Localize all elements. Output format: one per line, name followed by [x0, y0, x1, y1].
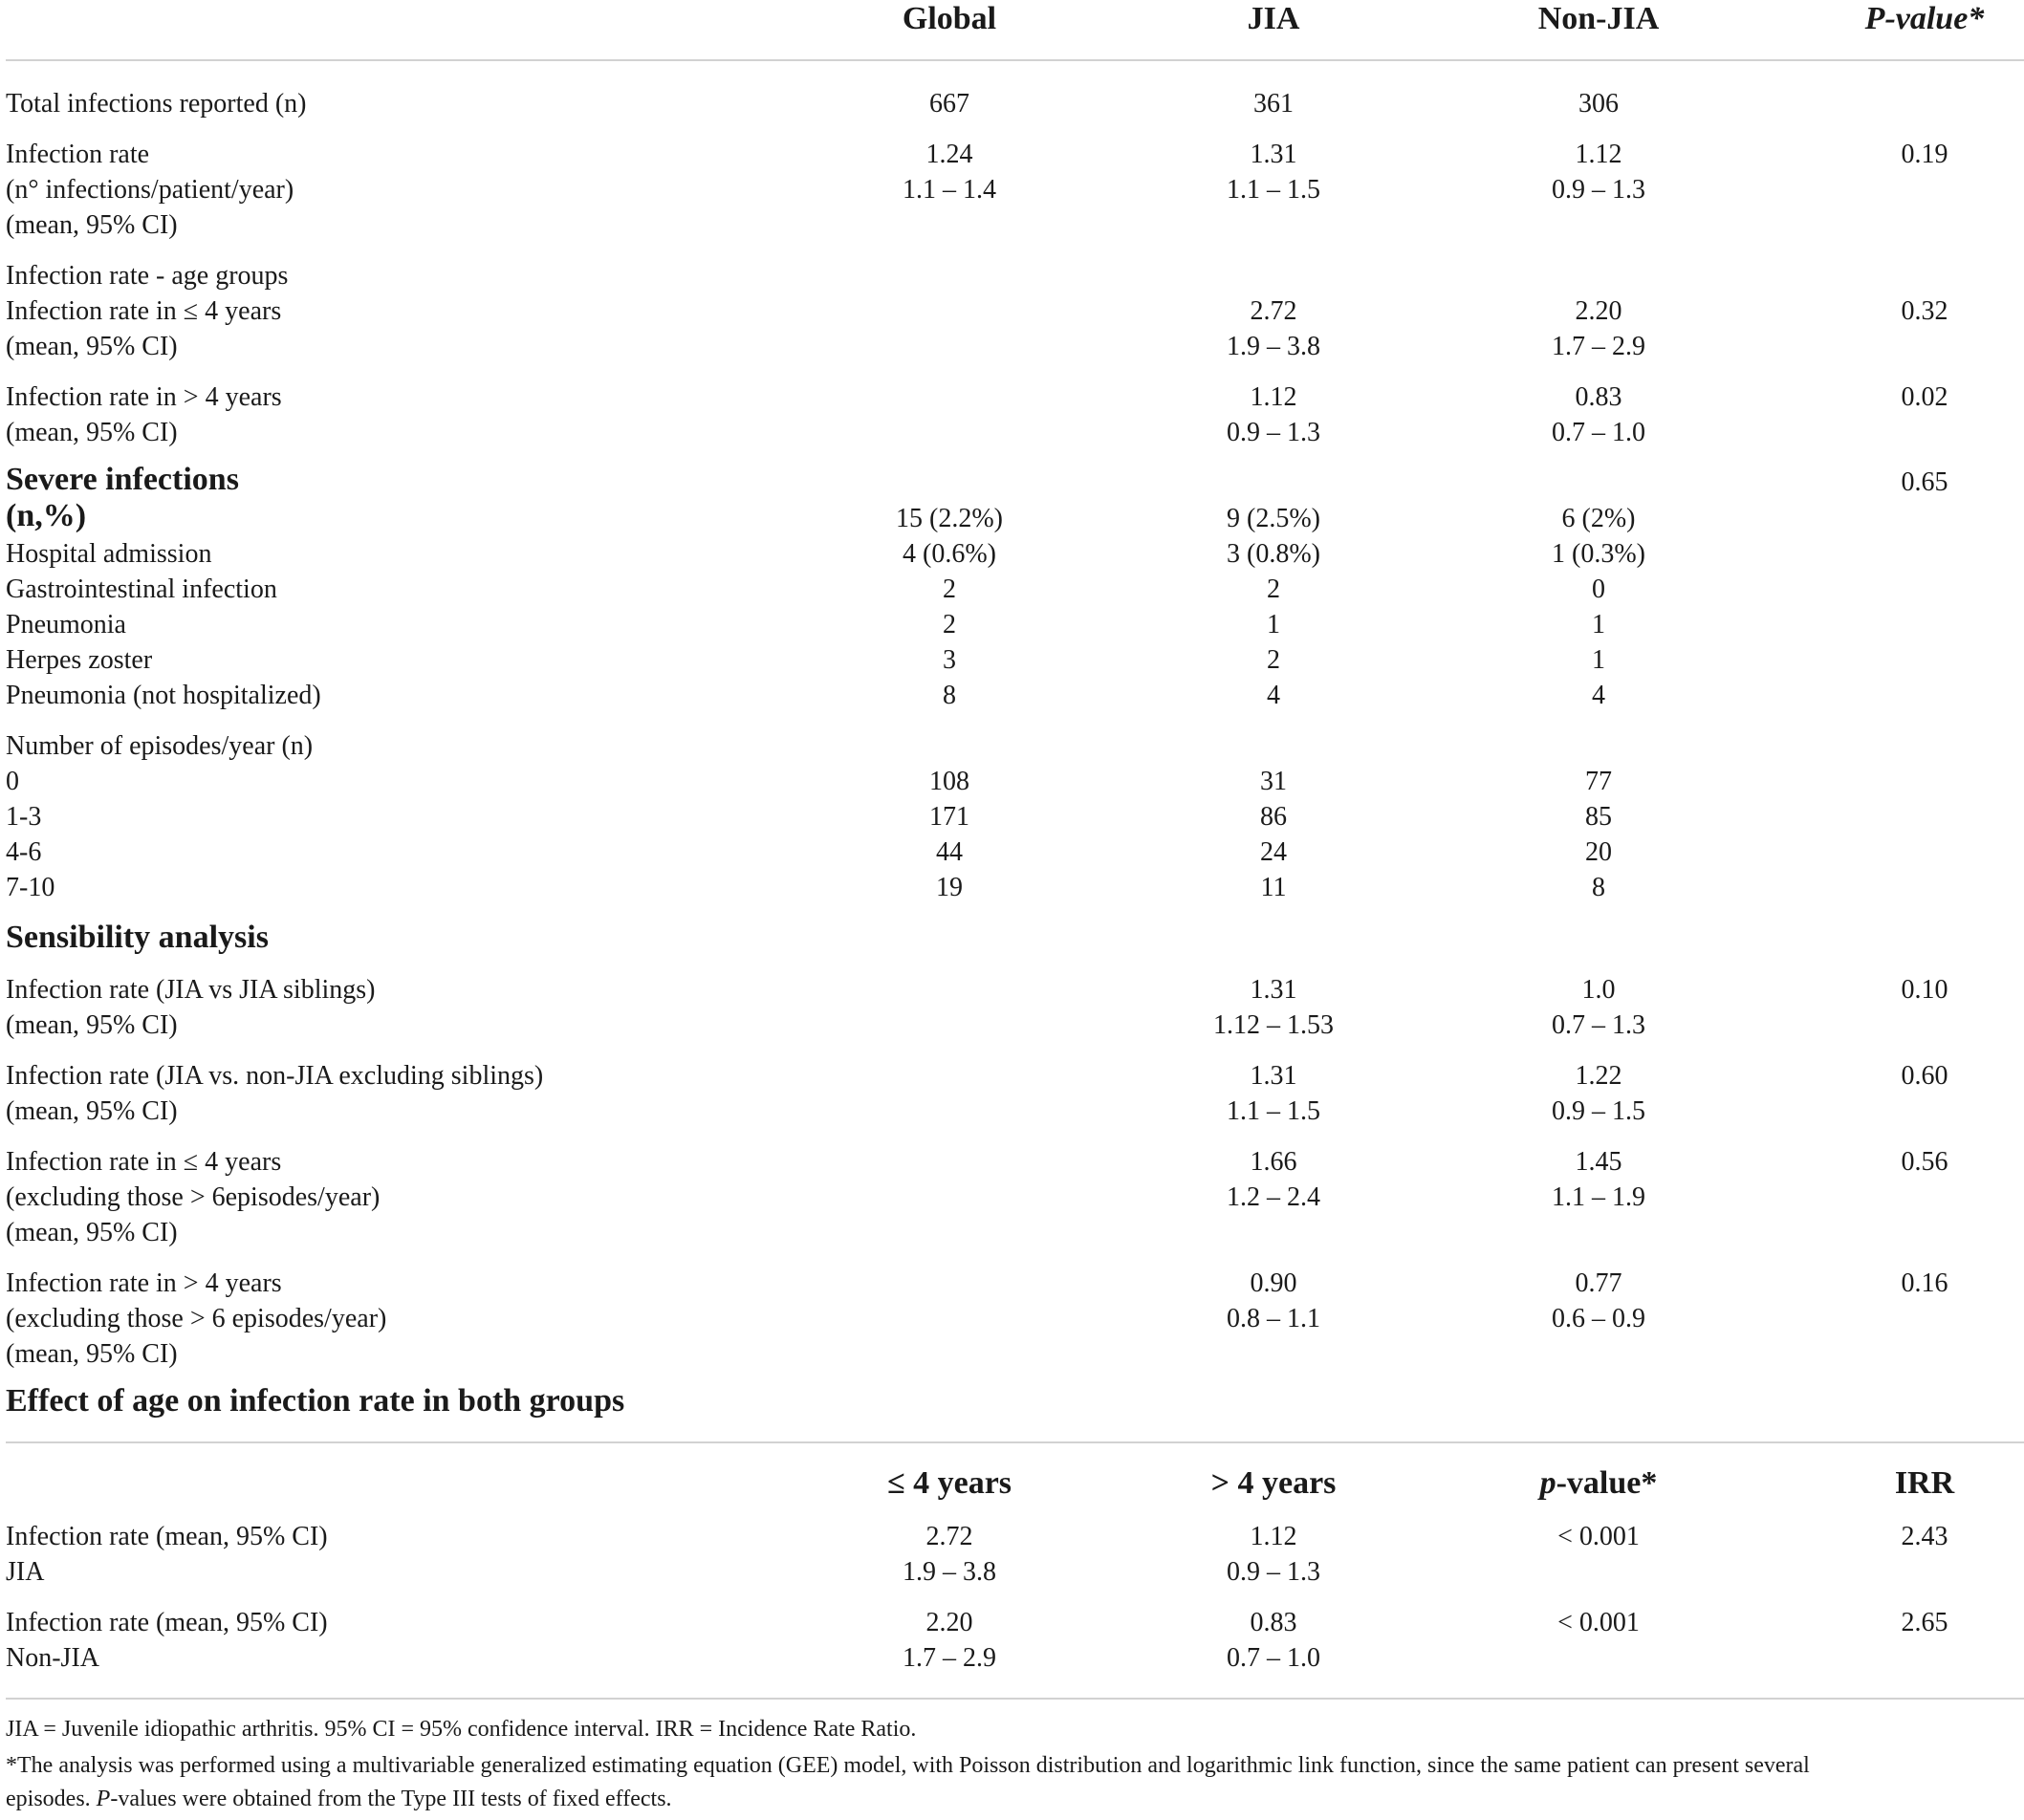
cell: 1.31 [1250, 1061, 1297, 1091]
row-label: Gastrointestinal infection [6, 574, 277, 604]
cell: 0.65 [1901, 467, 1948, 497]
cell: < 0.001 [1557, 1608, 1640, 1637]
cell: 1.0 [1581, 975, 1616, 1005]
row-label: (mean, 95% CI) [6, 1339, 178, 1369]
row-label: Hospital admission [6, 539, 212, 569]
cell: 0.19 [1901, 140, 1948, 169]
cell: 77 [1585, 767, 1612, 796]
cell: 1.22 [1575, 1061, 1622, 1091]
cell: 0.83 [1250, 1608, 1297, 1637]
cell: 171 [929, 802, 969, 832]
cell: 1.2 – 2.4 [1227, 1182, 1320, 1212]
section-title: Sensibility analysis [6, 920, 269, 955]
cell: 8 [943, 681, 956, 710]
cell: 4 (0.6%) [903, 539, 996, 569]
cell: 2.72 [1250, 296, 1297, 326]
cell: 0.9 – 1.3 [1552, 175, 1645, 205]
row-label: Pneumonia [6, 610, 126, 639]
cell: 0.6 – 0.9 [1552, 1304, 1645, 1333]
row-label: (n° infections/patient/year) [6, 175, 294, 205]
p-prefix: p [1539, 1465, 1556, 1501]
cell: 1.31 [1250, 140, 1297, 169]
cell: 1.9 – 3.8 [1227, 332, 1320, 361]
cell: 1.12 [1575, 140, 1622, 169]
cell: 1.12 – 1.53 [1213, 1010, 1334, 1040]
cell: 1.1 – 1.5 [1227, 175, 1320, 205]
cell: 0.02 [1901, 382, 1948, 412]
row-label: Pneumonia (not hospitalized) [6, 681, 321, 710]
row-label: Infection rate in ≤ 4 years [6, 296, 282, 326]
row-label: (mean, 95% CI) [6, 210, 178, 240]
row-label: Infection rate (mean, 95% CI) [6, 1522, 328, 1551]
p-suffix: -value* [1556, 1465, 1658, 1501]
row-label: (mean, 95% CI) [6, 332, 178, 361]
cell: 1.1 – 1.5 [1227, 1096, 1320, 1126]
cell: 1.12 [1250, 1522, 1297, 1551]
cell: 3 (0.8%) [1227, 539, 1320, 569]
row-label: (mean, 95% CI) [6, 1096, 178, 1126]
footnote-abbreviations: JIA = Juvenile idiopathic arthritis. 95% CI = 95% confidence interval. IRR = Incidence Rate Ratio. [6, 1717, 917, 1742]
section-title: Effect of age on infection rate in both groups [6, 1383, 625, 1419]
cell: 0.7 – 1.0 [1227, 1643, 1320, 1673]
col-header-jia: JIA [1247, 1, 1300, 36]
cell: 1 [1592, 610, 1605, 639]
cell: 0.7 – 1.3 [1552, 1010, 1645, 1040]
cell: 0.90 [1250, 1268, 1297, 1298]
cell: 15 (2.2%) [896, 504, 1003, 533]
cell: 0.32 [1901, 296, 1948, 326]
cell: 8 [1592, 873, 1605, 902]
row-label: JIA [6, 1557, 45, 1587]
row-label: 1-3 [6, 802, 42, 832]
row-label: Herpes zoster [6, 645, 153, 675]
cell: 2.72 [925, 1522, 973, 1551]
cell: 1.7 – 2.9 [1552, 332, 1645, 361]
cell: 1.9 – 3.8 [903, 1557, 996, 1587]
cell: 86 [1260, 802, 1287, 832]
cell: 9 (2.5%) [1227, 504, 1320, 533]
cell: 1 (0.3%) [1552, 539, 1645, 569]
row-label: Infection rate (JIA vs JIA siblings) [6, 975, 376, 1005]
cell: 0.77 [1575, 1268, 1622, 1298]
row-label: 4-6 [6, 837, 42, 867]
cell: 0 [1592, 574, 1605, 604]
cell: 85 [1585, 802, 1612, 832]
row-label: 7-10 [6, 873, 55, 902]
cell: 2 [1267, 645, 1280, 675]
row-label: Infection rate (JIA vs. non-JIA excluding siblings) [6, 1061, 544, 1091]
cell: 0.7 – 1.0 [1552, 418, 1645, 447]
cell: 2 [943, 610, 956, 639]
cell: 1.31 [1250, 975, 1297, 1005]
cell: 0.8 – 1.1 [1227, 1304, 1320, 1333]
cell: 2.20 [1575, 296, 1622, 326]
cell: 0.9 – 1.3 [1227, 1557, 1320, 1587]
row-label: Non-JIA [6, 1643, 99, 1673]
col-header-p-value: P-value* [1864, 1, 1985, 36]
cell: 1 [1267, 610, 1280, 639]
section-title: Severe infections [6, 462, 239, 497]
footnote-star-line-2 [6, 1782, 2018, 1817]
cell: 4 [1267, 681, 1280, 710]
row-label: (mean, 95% CI) [6, 418, 178, 447]
row-label: (excluding those > 6episodes/year) [6, 1182, 381, 1212]
cell: 2.65 [1901, 1608, 1948, 1637]
cell: 0.9 – 1.5 [1552, 1096, 1645, 1126]
cell: 1.1 – 1.4 [903, 175, 996, 205]
cell: 3 [943, 645, 956, 675]
section-rule [6, 1441, 2024, 1443]
header-rule [6, 59, 2024, 61]
cell: 361 [1253, 89, 1294, 119]
col-header-le4: ≤ 4 years [886, 1465, 1012, 1501]
row-label: 0 [6, 767, 19, 796]
row-label: Infection rate in ≤ 4 years [6, 1147, 282, 1177]
cell: 6 (2%) [1561, 504, 1636, 533]
cell: 0.10 [1901, 975, 1948, 1005]
cell: 2 [1267, 574, 1280, 604]
cell: 44 [936, 837, 963, 867]
section-subtitle: (n,%) [6, 498, 87, 533]
col-header-p-value [1540, 1464, 1658, 1503]
cell: 306 [1578, 89, 1619, 119]
footer-rule [6, 1698, 2024, 1700]
cell: 11 [1260, 873, 1287, 902]
row-label: (mean, 95% CI) [6, 1218, 178, 1247]
cell: 1.45 [1575, 1147, 1622, 1177]
row-label: Infection rate (mean, 95% CI) [6, 1608, 328, 1637]
cell: 20 [1585, 837, 1612, 867]
col-header-irr: IRR [1894, 1465, 1955, 1501]
cell: 1.12 [1250, 382, 1297, 412]
cell: 0.60 [1901, 1061, 1948, 1091]
cell: 4 [1592, 681, 1605, 710]
cell: 0.56 [1901, 1147, 1948, 1177]
footnote-text: episodes. [6, 1787, 97, 1811]
footnote-italic-p: P [96, 1787, 111, 1811]
col-header-gt4: > 4 years [1210, 1465, 1337, 1501]
cell: 1.24 [925, 140, 973, 169]
cell: 0.16 [1901, 1268, 1948, 1298]
cell: 2 [943, 574, 956, 604]
cell: 31 [1260, 767, 1287, 796]
cell: 0.9 – 1.3 [1227, 418, 1320, 447]
col-header-global: Global [902, 1, 997, 36]
row-label: (mean, 95% CI) [6, 1010, 178, 1040]
cell: 1 [1592, 645, 1605, 675]
footnote-text: -values were obtained from the Type III tests of fixed effects. [110, 1787, 672, 1811]
row-label: Infection rate in > 4 years [6, 382, 282, 412]
cell: 0.83 [1575, 382, 1622, 412]
footnote-star-line-1: *The analysis was performed using a multivariable generalized estimating equation (GEE) model, with Poisson distribution and logarithmic link function, since the same patient can present several [6, 1753, 1810, 1778]
row-label: Infection rate - age groups [6, 261, 289, 291]
cell: 19 [936, 873, 963, 902]
row-label: (excluding those > 6 episodes/year) [6, 1304, 387, 1333]
cell: 2.43 [1901, 1522, 1948, 1551]
cell: 1.1 – 1.9 [1552, 1182, 1645, 1212]
cell: < 0.001 [1557, 1522, 1640, 1551]
cell: 1.7 – 2.9 [903, 1643, 996, 1673]
cell: 667 [929, 89, 969, 119]
cell: 2.20 [925, 1608, 973, 1637]
row-label: Infection rate [6, 140, 150, 169]
row-label: Total infections reported (n) [6, 89, 307, 119]
cell: 1.66 [1250, 1147, 1297, 1177]
row-label: Infection rate in > 4 years [6, 1268, 282, 1298]
row-label: Number of episodes/year (n) [6, 731, 314, 761]
cell: 24 [1260, 837, 1287, 867]
col-header-non-jia: Non-JIA [1537, 1, 1660, 36]
cell: 108 [929, 767, 969, 796]
